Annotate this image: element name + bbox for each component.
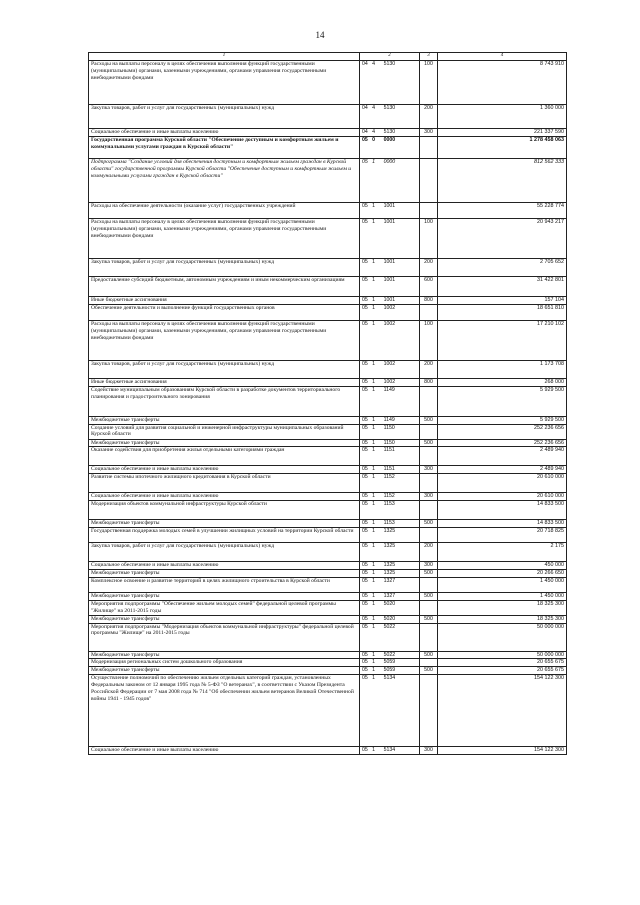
row-amount: 5 929 500 [438, 416, 567, 424]
table-row [89, 61, 567, 105]
row-amount: 14 833 500 [438, 501, 567, 520]
row-expense-type: 500 [420, 569, 438, 577]
row-amount: 20 610 000 [438, 474, 567, 493]
table-row [89, 675, 567, 747]
row-amount: 20 266 650 [438, 569, 567, 577]
row-amount: 20 655 675 [438, 667, 567, 675]
row-item-name: Социальное обеспечение и иные выплаты населению [89, 466, 360, 474]
row-expense-type [420, 447, 438, 466]
row-expense-type [420, 304, 438, 320]
table-row [89, 258, 567, 276]
row-amount: 20 943 217 [438, 218, 567, 258]
row-item-name: Осуществление полномочий по обеспечению жильем отдельных категорий граждан, установленных Федеральным законом от 12 января 1995 года № 5-ФЗ "О ветеранах", в соответствии с Указом Президента Российской Федерации от 7 мая 2008 года № 714 "Об обеспечении жильем ветеранов Великой Отечественной войны 1941 - 1945 годов" [89, 675, 360, 747]
row-item-name: Межбюджетные трансферты [89, 667, 360, 675]
row-amount: 50 000 000 [438, 651, 567, 659]
row-item-name: Расходы на выплаты персоналу в целях обеспечения выполнения функций государственными (муниципальными) органами, казенными учреждениями, органами управления государственными внебюджетными фондами [89, 320, 360, 360]
row-budget-code: 05 1 1001 [360, 202, 420, 218]
row-budget-code: 05 1 1325 [360, 562, 420, 570]
row-amount: 18 325 300 [438, 615, 567, 623]
table-row [89, 562, 567, 570]
table-row [89, 158, 567, 202]
row-item-name: Государственная поддержка молодых семей в улучшении жилищных условий на территории Курской области [89, 528, 360, 543]
table-row [89, 320, 567, 360]
row-item-name: Межбюджетные трансферты [89, 520, 360, 528]
row-expense-type: 500 [420, 439, 438, 447]
row-item-name: Закупка товаров, работ и услуг для государственных (муниципальных) нужд [89, 360, 360, 378]
row-amount: 31 422 801 [438, 276, 567, 296]
column-number-4: 4 [438, 53, 567, 61]
column-number-row [89, 53, 567, 61]
row-item-name: Социальное обеспечение и иные выплаты населению [89, 129, 360, 137]
row-expense-type [420, 136, 438, 158]
row-amount: 17 210 102 [438, 320, 567, 360]
row-budget-code: 05 1 1149 [360, 416, 420, 424]
table-row [89, 416, 567, 424]
row-expense-type: 200 [420, 360, 438, 378]
row-amount: 8 743 910 [438, 61, 567, 105]
table-row [89, 543, 567, 562]
row-item-name: Содействие муниципальным образованиям Курской области в разработке документов территориального планирования и градостроительного зонирования [89, 386, 360, 416]
row-expense-type: 200 [420, 105, 438, 129]
row-budget-code: 05 1 1001 [360, 276, 420, 296]
row-budget-code: 05 1 1150 [360, 424, 420, 439]
table-row [89, 528, 567, 543]
row-amount: 268 000 [438, 378, 567, 386]
row-item-name: Расходы на обеспечение деятельности (оказание услуг) государственных учреждений [89, 202, 360, 218]
row-expense-type [420, 600, 438, 615]
row-budget-code: 05 1 1325 [360, 528, 420, 543]
table-row [89, 592, 567, 600]
row-expense-type: 300 [420, 466, 438, 474]
row-item-name: Государственная программа Курской области "Обеспечение доступным и комфортным жильем и коммунальными услугами граждан в Курской области" [89, 136, 360, 158]
row-expense-type: 300 [420, 562, 438, 570]
row-item-name: Обеспечение деятельности и выполнение функций государственных органов [89, 304, 360, 320]
row-amount: 20 655 675 [438, 659, 567, 667]
row-budget-code: 05 1 5022 [360, 623, 420, 651]
table-row [89, 304, 567, 320]
row-item-name: Оказание содействия для приобретения жилья отдельными категориями граждан [89, 447, 360, 466]
row-amount: 5 929 500 [438, 386, 567, 416]
row-budget-code: 05 1 1325 [360, 543, 420, 562]
table-row [89, 501, 567, 520]
row-item-name: Социальное обеспечение и иные выплаты населению [89, 747, 360, 755]
row-expense-type: 300 [420, 747, 438, 755]
row-item-name: Иные бюджетные ассигнования [89, 378, 360, 386]
row-expense-type: 100 [420, 61, 438, 105]
table-row [89, 651, 567, 659]
column-number-1: 1 [89, 53, 360, 61]
row-amount: 20 718 825 [438, 528, 567, 543]
row-amount: 20 610 000 [438, 493, 567, 501]
row-budget-code: 05 0 0000 [360, 136, 420, 158]
table-row [89, 424, 567, 439]
table-row [89, 447, 567, 466]
row-amount: 1 173 708 [438, 360, 567, 378]
row-expense-type [420, 577, 438, 592]
row-item-name: Закупка товаров, работ и услуг для государственных (муниципальных) нужд [89, 543, 360, 562]
row-budget-code: 05 1 1001 [360, 218, 420, 258]
table-row [89, 218, 567, 258]
table-row [89, 520, 567, 528]
row-item-name: Межбюджетные трансферты [89, 416, 360, 424]
row-budget-code: 05 1 1001 [360, 258, 420, 276]
table-row [89, 378, 567, 386]
row-budget-code: 05 1 5134 [360, 747, 420, 755]
row-amount: 1 450 000 [438, 577, 567, 592]
row-expense-type: 500 [420, 667, 438, 675]
row-budget-code: 05 1 1002 [360, 320, 420, 360]
row-expense-type: 800 [420, 378, 438, 386]
row-amount: 2 489 940 [438, 447, 567, 466]
row-budget-code: 05 1 1325 [360, 569, 420, 577]
table-row [89, 474, 567, 493]
table-row [89, 129, 567, 137]
table-row [89, 493, 567, 501]
row-amount: 157 104 [438, 296, 567, 304]
row-item-name: Межбюджетные трансферты [89, 569, 360, 577]
row-amount: 18 651 810 [438, 304, 567, 320]
row-item-name: Создание условий для развития социальной и инженерной инфраструктуры муниципальных образований Курской области [89, 424, 360, 439]
table-row [89, 747, 567, 755]
row-item-name: Комплексное освоение и развитие территорий в целях жилищного строительства в Курской области [89, 577, 360, 592]
row-expense-type [420, 528, 438, 543]
column-number-3: 3 [420, 53, 438, 61]
row-expense-type: 100 [420, 218, 438, 258]
row-item-name: Межбюджетные трансферты [89, 439, 360, 447]
row-amount: 14 833 500 [438, 520, 567, 528]
row-amount: 812 562 333 [438, 158, 567, 202]
row-amount: 2 489 940 [438, 466, 567, 474]
row-expense-type: 100 [420, 320, 438, 360]
row-item-name: Социальное обеспечение и иные выплаты населению [89, 562, 360, 570]
row-expense-type: 300 [420, 493, 438, 501]
row-item-name: Межбюджетные трансферты [89, 592, 360, 600]
row-budget-code: 05 1 5134 [360, 675, 420, 747]
row-item-name: Модернизация объектов коммунальной инфраструктуры Курской области [89, 501, 360, 520]
row-amount: 50 000 000 [438, 623, 567, 651]
table-row [89, 577, 567, 592]
row-item-name: Мероприятия подпрограммы "Обеспечение жильем молодых семей" федеральной целевой программы "Жилище" на 2011-2015 годы [89, 600, 360, 615]
row-amount: 2 705 652 [438, 258, 567, 276]
row-amount: 252 236 656 [438, 439, 567, 447]
row-amount: 1 360 000 [438, 105, 567, 129]
table-row [89, 659, 567, 667]
row-expense-type [420, 623, 438, 651]
row-expense-type: 500 [420, 520, 438, 528]
row-expense-type: 500 [420, 592, 438, 600]
row-expense-type [420, 675, 438, 747]
table-row [89, 600, 567, 615]
row-budget-code: 05 1 1327 [360, 592, 420, 600]
row-budget-code: 05 1 1152 [360, 474, 420, 493]
row-amount: 221 337 590 [438, 129, 567, 137]
table-row [89, 466, 567, 474]
row-item-name: Межбюджетные трансферты [89, 651, 360, 659]
table-row [89, 296, 567, 304]
row-budget-code: 05 1 1002 [360, 304, 420, 320]
row-expense-type: 300 [420, 129, 438, 137]
row-budget-code: 05 1 1002 [360, 378, 420, 386]
row-budget-code: 05 1 5020 [360, 600, 420, 615]
row-item-name: Модернизация региональных систем дошкольного образования [89, 659, 360, 667]
row-expense-type: 500 [420, 651, 438, 659]
row-budget-code: 05 1 1149 [360, 386, 420, 416]
row-expense-type [420, 158, 438, 202]
row-item-name: Подпрограмма "Создание условий для обеспечения доступным и комфортным жильем граждан в Курской области" государственной программы Курской области "Обеспечение доступным и комфортным жильем и коммунальными услугами граждан в Курской области" [89, 158, 360, 202]
row-expense-type: 500 [420, 615, 438, 623]
row-budget-code: 05 1 5059 [360, 659, 420, 667]
row-item-name: Социальное обеспечение и иные выплаты населению [89, 493, 360, 501]
table-row [89, 202, 567, 218]
row-expense-type [420, 474, 438, 493]
row-item-name: Закупка товаров, работ и услуг для государственных (муниципальных) нужд [89, 258, 360, 276]
column-number-2: 2 [360, 53, 420, 61]
row-budget-code: 05 1 1151 [360, 447, 420, 466]
row-expense-type [420, 501, 438, 520]
row-expense-type [420, 424, 438, 439]
row-item-name: Мероприятия подпрограммы "Модернизация объектов коммунальной инфраструктуры" федеральной целевой программы "Жилище" на 2011-2015 годы [89, 623, 360, 651]
table-row [89, 386, 567, 416]
table-row [89, 105, 567, 129]
row-item-name: Предоставление субсидий бюджетным, автономным учреждениям и иным некоммерческим организациям [89, 276, 360, 296]
table-row [89, 569, 567, 577]
row-expense-type [420, 202, 438, 218]
row-amount: 1 278 458 063 [438, 136, 567, 158]
table-row [89, 623, 567, 651]
row-item-name: Расходы на выплаты персоналу в целях обеспечения выполнения функций государственными (муниципальными) органами, казенными учреждениями, органами управления государственными внебюджетными фондами [89, 218, 360, 258]
row-expense-type: 200 [420, 543, 438, 562]
row-budget-code: 05 1 1151 [360, 466, 420, 474]
table-row [89, 439, 567, 447]
row-item-name: Закупка товаров, работ и услуг для государственных (муниципальных) нужд [89, 105, 360, 129]
row-budget-code: 05 1 1002 [360, 360, 420, 378]
row-expense-type [420, 659, 438, 667]
row-item-name: Расходы на выплаты персоналу в целях обеспечения выполнения функций государственными (муниципальными) органами, казенными учреждениями, органами управления государственными внебюджетными фондами [89, 61, 360, 105]
row-budget-code: 05 1 1327 [360, 577, 420, 592]
budget-table-body [89, 53, 567, 755]
row-amount: 154 122 300 [438, 675, 567, 747]
table-row [89, 667, 567, 675]
row-expense-type: 500 [420, 416, 438, 424]
row-expense-type: 800 [420, 296, 438, 304]
row-budget-code: 05 1 1153 [360, 501, 420, 520]
budget-table [88, 52, 567, 755]
row-item-name: Межбюджетные трансферты [89, 615, 360, 623]
row-expense-type: 200 [420, 258, 438, 276]
row-expense-type: 600 [420, 276, 438, 296]
row-item-name: Развитие системы ипотечного жилищного кредитования в Курской области [89, 474, 360, 493]
row-amount: 2 175 [438, 543, 567, 562]
row-budget-code: 05 1 1153 [360, 520, 420, 528]
page-number: 14 [315, 30, 325, 40]
row-budget-code: 05 1 5022 [360, 651, 420, 659]
table-row [89, 276, 567, 296]
row-expense-type [420, 386, 438, 416]
row-budget-code: 05 1 5059 [360, 667, 420, 675]
row-amount: 450 000 [438, 562, 567, 570]
row-budget-code: 04 4 5130 [360, 61, 420, 105]
row-amount: 252 236 656 [438, 424, 567, 439]
table-row [89, 360, 567, 378]
row-budget-code: 05 1 5020 [360, 615, 420, 623]
row-amount: 18 325 300 [438, 600, 567, 615]
table-row [89, 136, 567, 158]
row-budget-code: 04 4 5130 [360, 105, 420, 129]
row-item-name: Иные бюджетные ассигнования [89, 296, 360, 304]
row-budget-code: 05 1 0000 [360, 158, 420, 202]
row-amount: 154 122 300 [438, 747, 567, 755]
table-row [89, 615, 567, 623]
row-budget-code: 04 4 5130 [360, 129, 420, 137]
row-amount: 55 228 774 [438, 202, 567, 218]
row-amount: 1 450 000 [438, 592, 567, 600]
row-budget-code: 05 1 1150 [360, 439, 420, 447]
row-budget-code: 05 1 1152 [360, 493, 420, 501]
row-budget-code: 05 1 1001 [360, 296, 420, 304]
